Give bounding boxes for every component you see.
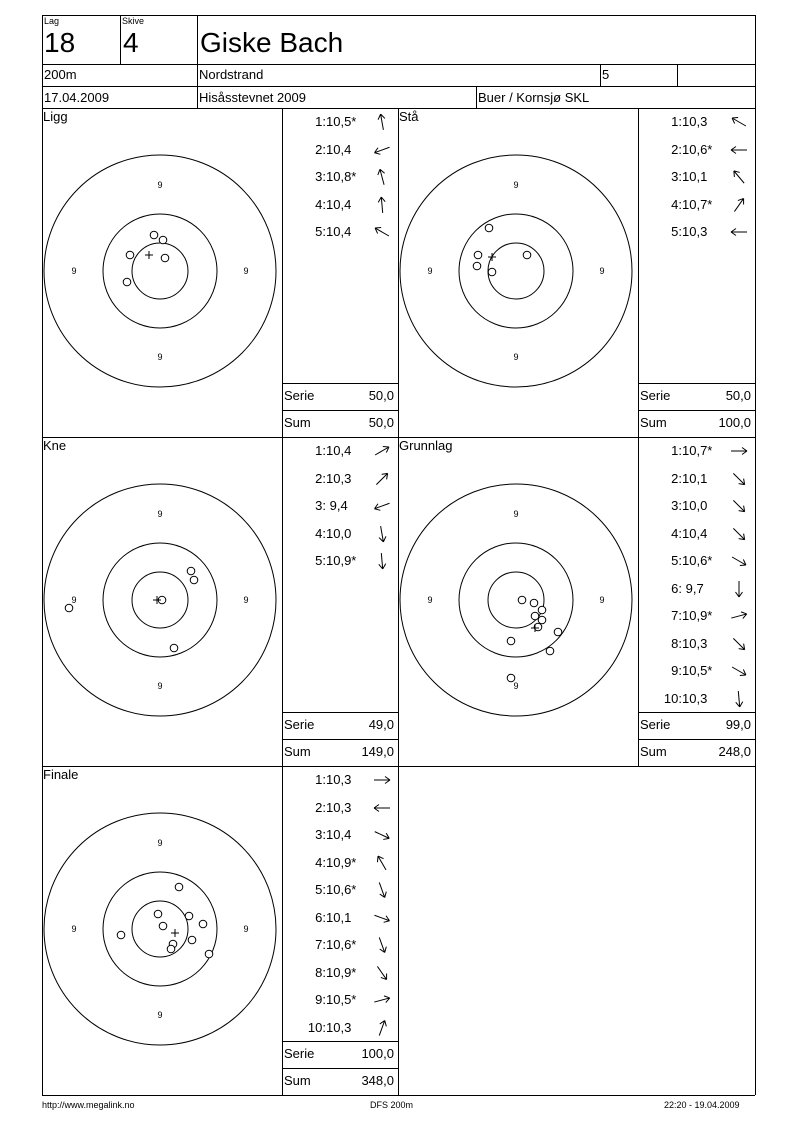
mean-point-marker	[488, 253, 496, 261]
shot-value: 9,4	[326, 498, 348, 513]
shot-row	[646, 663, 726, 679]
direction-arrow-icon	[729, 441, 749, 461]
shot-row	[290, 910, 370, 926]
shot-row	[646, 498, 726, 514]
shot-number: 2:	[315, 799, 326, 815]
shot-value: 10,3	[326, 772, 352, 787]
shot-hole	[185, 912, 193, 920]
shot-hole	[65, 604, 73, 612]
shot-hole	[117, 931, 125, 939]
shot-row	[290, 827, 370, 843]
direction-arrow-icon	[372, 441, 392, 461]
shot-value: 10,6*	[326, 882, 357, 897]
footer-center: DFS 200m	[370, 1100, 414, 1110]
shot-hole	[123, 278, 131, 286]
mean-point-marker	[145, 251, 153, 259]
direction-arrow-icon	[372, 496, 392, 516]
serie-label: Serie	[640, 717, 671, 732]
direction-arrow-icon	[729, 634, 749, 654]
ring-label: 9	[157, 1010, 163, 1020]
shot-value: 10,3	[682, 224, 708, 239]
shot-number: 2:	[315, 470, 326, 486]
shot-value: 10,3	[682, 690, 708, 706]
ring-label: 9	[71, 266, 77, 276]
shot-number: 3:	[315, 498, 326, 513]
shot-row	[290, 965, 370, 981]
direction-arrow-icon	[729, 551, 749, 571]
shot-row	[290, 498, 370, 514]
club: Nordstrand	[199, 67, 264, 82]
shot-value: 10,4	[326, 141, 352, 157]
shot-hole	[159, 922, 167, 930]
shot-value: 10,3	[326, 470, 352, 486]
shot-number: 4:	[315, 854, 326, 870]
event: Hisåsstevnet 2009	[199, 90, 306, 105]
ring-label: 9	[513, 681, 519, 691]
direction-arrow-icon	[372, 963, 392, 983]
shot-row	[646, 169, 726, 185]
shot-row	[646, 526, 726, 542]
ring-label: 9	[513, 509, 519, 519]
section-title: Ligg	[43, 109, 68, 124]
direction-arrow-icon	[372, 167, 392, 187]
shot-hole	[518, 596, 526, 604]
skive-number: 4	[123, 27, 139, 58]
shot-number: 1:	[315, 772, 326, 787]
shot-number: 1:	[315, 114, 326, 129]
shot-number: 8:	[315, 964, 326, 980]
shot-number: 4:	[671, 196, 682, 212]
shot-value: 10,4	[326, 224, 352, 239]
shot-hole	[530, 599, 538, 607]
shot-value: 9,7	[682, 580, 704, 596]
shot-value: 10,3	[326, 1019, 352, 1035]
ring-label: 9	[157, 509, 163, 519]
sum-label: Sum	[640, 744, 667, 759]
shot-value: 10,6*	[326, 937, 357, 952]
shot-number: 3:	[315, 827, 326, 842]
ring-label: 9	[157, 681, 163, 691]
shot-value: 10,4	[682, 525, 708, 541]
sum-value: 348,0	[361, 1073, 394, 1088]
direction-arrow-icon	[372, 469, 392, 489]
shot-value: 10,9*	[326, 553, 357, 568]
section-title: Kne	[43, 438, 67, 453]
shot-number: 4:	[315, 196, 326, 212]
shot-hole	[159, 236, 167, 244]
shot-number: 9:	[671, 663, 682, 678]
shot-number: 1:	[315, 443, 326, 458]
shot-number: 9:	[315, 992, 326, 1007]
shot-row	[646, 608, 726, 624]
serie-value: 99,0	[725, 717, 751, 732]
shot-hole	[167, 945, 175, 953]
sum-label: Sum	[284, 744, 311, 759]
shot-hole	[473, 262, 481, 270]
direction-arrow-icon	[729, 140, 749, 160]
shot-value: 10,1	[682, 470, 708, 486]
shot-row	[290, 800, 370, 816]
sum-value: 248,0	[718, 744, 751, 759]
shot-hole	[170, 644, 178, 652]
shot-number: 7:	[315, 937, 326, 952]
shot-row	[290, 553, 370, 569]
direction-arrow-icon	[729, 606, 749, 626]
section-title: Stå	[399, 109, 419, 124]
direction-arrow-icon	[729, 469, 749, 489]
shot-hole	[523, 251, 531, 259]
shot-row	[646, 142, 726, 158]
footer-url: http://www.megalink.no	[42, 1100, 135, 1110]
shot-row	[646, 114, 726, 130]
shot-number: 2:	[671, 470, 682, 486]
shot-number: 6:	[671, 580, 682, 596]
shot-value: 10,4	[326, 443, 352, 458]
shot-row	[646, 636, 726, 652]
direction-arrow-icon	[372, 880, 392, 900]
shot-hole	[126, 251, 134, 259]
direction-arrow-icon	[372, 140, 392, 160]
mean-point-marker	[171, 929, 179, 937]
target-ring-2	[459, 543, 573, 657]
shot-row	[290, 114, 370, 130]
shot-row	[290, 937, 370, 953]
shot-value: 10,5*	[326, 114, 357, 129]
shot-number: 7:	[671, 608, 682, 623]
shot-row	[290, 882, 370, 898]
shot-row	[290, 197, 370, 213]
direction-arrow-icon	[372, 551, 392, 571]
shot-hole	[538, 616, 546, 624]
shot-row	[290, 855, 370, 871]
shot-number: 5:	[315, 553, 326, 568]
serie-value: 50,0	[725, 388, 751, 403]
ring-label: 9	[427, 266, 433, 276]
shot-value: 10,9*	[326, 854, 357, 870]
direction-arrow-icon	[729, 579, 749, 599]
shot-row	[290, 169, 370, 185]
shot-number: 5:	[671, 553, 682, 568]
section-title: Grunnlag	[399, 438, 453, 453]
target-ring-2	[103, 214, 217, 328]
shot-value: 10,6*	[682, 141, 713, 157]
direction-arrow-icon	[729, 689, 749, 709]
direction-arrow-icon	[372, 195, 392, 215]
shot-hole	[488, 268, 496, 276]
shot-value: 10,0	[682, 498, 708, 513]
target-ring-3	[132, 243, 188, 299]
shot-number: 5:	[671, 224, 682, 239]
shot-number: 10:	[307, 1019, 326, 1035]
direction-arrow-icon	[729, 222, 749, 242]
serie-label: Serie	[284, 388, 315, 403]
shot-hole	[175, 883, 183, 891]
ring-label: 9	[243, 266, 249, 276]
shot-value: 10,4	[326, 196, 352, 212]
serie-label: Serie	[284, 1046, 315, 1061]
shot-value: 10,3	[326, 799, 352, 815]
target-ring-2	[459, 214, 573, 328]
lag-label: Lag	[44, 16, 60, 26]
shot-hole	[474, 251, 482, 259]
serie-value: 49,0	[368, 717, 394, 732]
direction-arrow-icon	[372, 853, 392, 873]
shot-number: 8:	[671, 635, 682, 651]
shot-value: 10,7*	[682, 443, 713, 458]
shot-hole	[485, 224, 493, 232]
shot-hole	[150, 231, 158, 239]
direction-arrow-icon	[729, 167, 749, 187]
serie-value: 100,0	[361, 1046, 394, 1061]
ring-label: 9	[157, 180, 163, 190]
direction-arrow-icon	[372, 524, 392, 544]
shot-value: 10,6*	[682, 553, 713, 568]
shot-row	[646, 581, 726, 597]
shot-value: 10,7*	[682, 196, 713, 212]
ring-label: 9	[243, 595, 249, 605]
shot-row	[646, 197, 726, 213]
shot-hole	[187, 567, 195, 575]
shot-hole	[531, 612, 539, 620]
shooter-name: Giske Bach	[200, 27, 344, 58]
direction-arrow-icon	[372, 908, 392, 928]
direction-arrow-icon	[729, 112, 749, 132]
shot-number: 3:	[315, 169, 326, 184]
shot-number: 4:	[315, 525, 326, 541]
ring-label: 9	[513, 180, 519, 190]
direction-arrow-icon	[729, 496, 749, 516]
shot-row	[646, 553, 726, 569]
range: Buer / Kornsjø SKL	[478, 90, 590, 105]
shot-row	[646, 224, 726, 240]
shot-value: 10,1	[682, 169, 708, 184]
shot-value: 10,9*	[682, 608, 713, 623]
shot-value: 10,5*	[682, 663, 713, 678]
direction-arrow-icon	[729, 524, 749, 544]
footer-timestamp: 22:20 - 19.04.2009	[664, 1100, 740, 1110]
shot-row	[290, 526, 370, 542]
target-ring-3	[488, 243, 544, 299]
lag-number: 18	[44, 27, 76, 58]
header	[0, 0, 800, 108]
shot-value: 10,8*	[326, 169, 357, 184]
direction-arrow-icon	[372, 990, 392, 1010]
shot-row	[290, 443, 370, 459]
shot-hole	[507, 674, 515, 682]
shot-number: 3:	[671, 498, 682, 513]
date: 17.04.2009	[44, 90, 110, 105]
sum-value: 100,0	[718, 415, 751, 430]
ring-label: 9	[157, 838, 163, 848]
direction-arrow-icon	[372, 1018, 392, 1038]
sum-label: Sum	[640, 415, 667, 430]
shot-number: 6:	[315, 909, 326, 925]
sum-label: Sum	[284, 415, 311, 430]
ring-label: 9	[513, 352, 519, 362]
shot-number: 1:	[671, 443, 682, 458]
shot-row	[646, 471, 726, 487]
shot-number: 5:	[315, 882, 326, 897]
shot-hole	[154, 910, 162, 918]
shot-number: 2:	[315, 141, 326, 157]
shot-hole	[199, 920, 207, 928]
direction-arrow-icon	[372, 112, 392, 132]
ring-label: 9	[157, 352, 163, 362]
shot-number: 1:	[671, 114, 682, 129]
shot-hole	[554, 628, 562, 636]
shot-row	[646, 443, 726, 459]
shot-value: 10,5*	[326, 992, 357, 1007]
shot-number: 4:	[671, 525, 682, 541]
sum-value: 50,0	[368, 415, 394, 430]
shot-number: 2:	[671, 141, 682, 157]
shot-hole	[205, 950, 213, 958]
class: 5	[602, 67, 610, 82]
direction-arrow-icon	[372, 935, 392, 955]
direction-arrow-icon	[372, 798, 392, 818]
sum-label: Sum	[284, 1073, 311, 1088]
shot-row	[290, 224, 370, 240]
shot-value: 10,9*	[326, 964, 357, 980]
direction-arrow-icon	[729, 195, 749, 215]
shot-value: 10,3	[682, 635, 708, 651]
shot-value: 10,3	[682, 114, 708, 129]
ring-label: 9	[599, 595, 605, 605]
direction-arrow-icon	[372, 222, 392, 242]
skive-label: Skive	[122, 16, 145, 26]
shot-row	[290, 471, 370, 487]
shot-hole	[188, 936, 196, 944]
direction-arrow-icon	[729, 661, 749, 681]
direction-arrow-icon	[372, 770, 392, 790]
serie-label: Serie	[640, 388, 671, 403]
shot-value: 10,0	[326, 525, 352, 541]
direction-arrow-icon	[372, 825, 392, 845]
shot-hole	[538, 606, 546, 614]
ring-label: 9	[71, 924, 77, 934]
shot-number: 3:	[671, 169, 682, 184]
sum-value: 149,0	[361, 744, 394, 759]
shot-row	[646, 691, 726, 707]
distance: 200m	[44, 67, 77, 82]
shot-hole	[546, 647, 554, 655]
shot-hole	[190, 576, 198, 584]
ring-label: 9	[599, 266, 605, 276]
shot-value: 10,1	[326, 909, 352, 925]
ring-label: 9	[71, 595, 77, 605]
shot-value: 10,4	[326, 827, 352, 842]
shot-row	[290, 992, 370, 1008]
ring-label: 9	[427, 595, 433, 605]
shot-hole	[161, 254, 169, 262]
shot-hole	[507, 637, 515, 645]
shot-number: 10:	[663, 690, 682, 706]
serie-label: Serie	[284, 717, 315, 732]
shot-number: 5:	[315, 224, 326, 239]
ring-label: 9	[243, 924, 249, 934]
shot-row	[290, 1020, 370, 1036]
section-title: Finale	[43, 767, 79, 782]
shot-row	[290, 142, 370, 158]
shot-row	[290, 772, 370, 788]
serie-value: 50,0	[368, 388, 394, 403]
